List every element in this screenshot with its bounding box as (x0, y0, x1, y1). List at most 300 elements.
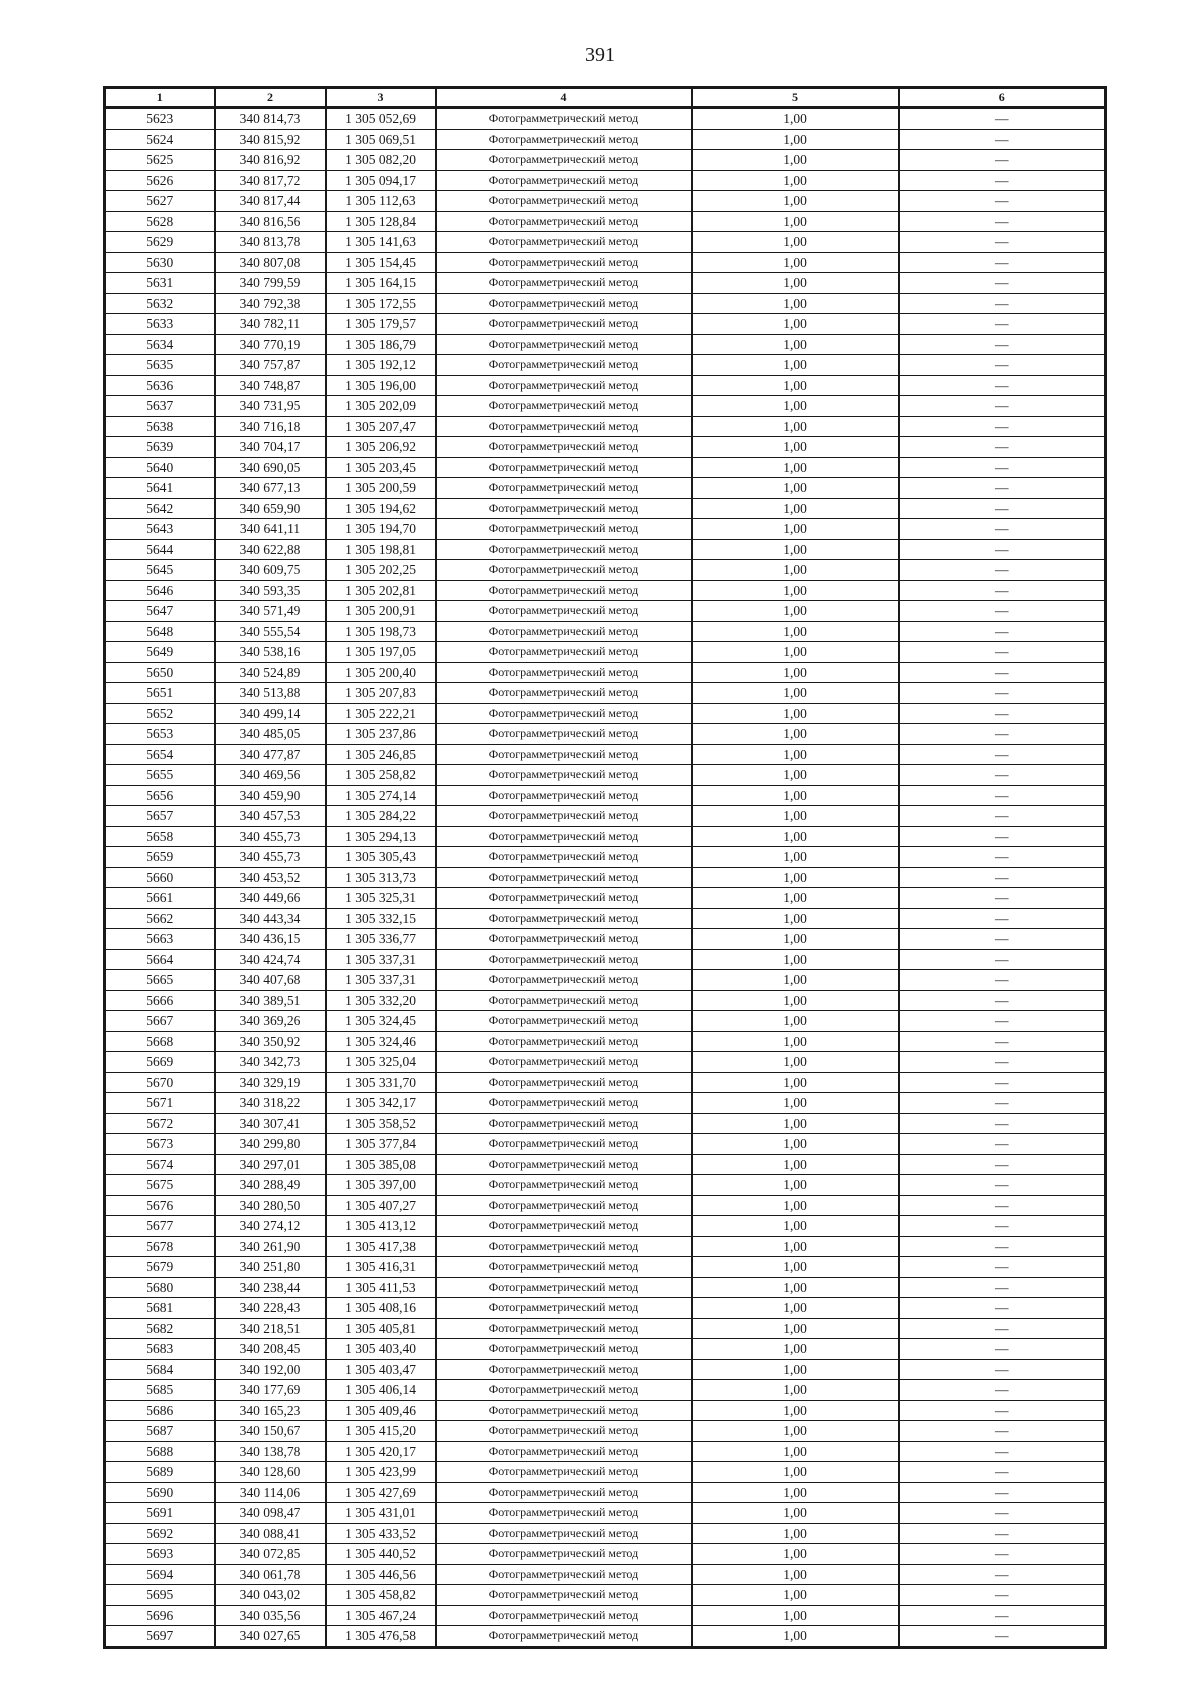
method-cell: Фотограмметрический метод (436, 1031, 692, 1052)
table-row (105, 1298, 1106, 1319)
description-cell: — (899, 806, 1106, 827)
accuracy-cell: 1,00 (692, 519, 899, 540)
point-number-cell: 5688 (105, 1441, 215, 1462)
x-coordinate-cell: 340 731,95 (215, 396, 326, 417)
point-number-cell: 5656 (105, 785, 215, 806)
accuracy-cell: 1,00 (692, 252, 899, 273)
point-number-cell: 5693 (105, 1544, 215, 1565)
method-cell: Фотограмметрический метод (436, 1093, 692, 1114)
column-header-2: 2 (215, 88, 326, 108)
accuracy-cell: 1,00 (692, 929, 899, 950)
description-cell: — (899, 539, 1106, 560)
x-coordinate-cell: 340 716,18 (215, 416, 326, 437)
x-coordinate-cell: 340 192,00 (215, 1359, 326, 1380)
accuracy-cell: 1,00 (692, 1441, 899, 1462)
method-cell: Фотограмметрический метод (436, 1257, 692, 1278)
description-cell: — (899, 150, 1106, 171)
x-coordinate-cell: 340 329,19 (215, 1072, 326, 1093)
table-row (105, 929, 1106, 950)
x-coordinate-cell: 340 499,14 (215, 703, 326, 724)
description-cell: — (899, 601, 1106, 622)
description-cell: — (899, 1462, 1106, 1483)
description-cell: — (899, 108, 1106, 130)
x-coordinate-cell: 340 261,90 (215, 1236, 326, 1257)
table-row (105, 1441, 1106, 1462)
description-cell: — (899, 888, 1106, 909)
table-row (105, 683, 1106, 704)
x-coordinate-cell: 340 297,01 (215, 1154, 326, 1175)
method-cell: Фотограмметрический метод (436, 642, 692, 663)
point-number-cell: 5666 (105, 990, 215, 1011)
method-cell: Фотограмметрический метод (436, 1482, 692, 1503)
accuracy-cell: 1,00 (692, 1052, 899, 1073)
method-cell: Фотограмметрический метод (436, 949, 692, 970)
x-coordinate-cell: 340 043,02 (215, 1585, 326, 1606)
table-row (105, 601, 1106, 622)
point-number-cell: 5651 (105, 683, 215, 704)
y-coordinate-cell: 1 305 202,81 (326, 580, 436, 601)
y-coordinate-cell: 1 305 179,57 (326, 314, 436, 335)
method-cell: Фотограмметрический метод (436, 785, 692, 806)
y-coordinate-cell: 1 305 203,45 (326, 457, 436, 478)
point-number-cell: 5652 (105, 703, 215, 724)
x-coordinate-cell: 340 369,26 (215, 1011, 326, 1032)
y-coordinate-cell: 1 305 207,47 (326, 416, 436, 437)
method-cell: Фотограмметрический метод (436, 416, 692, 437)
description-cell: — (899, 1585, 1106, 1606)
description-cell: — (899, 724, 1106, 745)
method-cell: Фотограмметрический метод (436, 990, 692, 1011)
method-cell: Фотограмметрический метод (436, 1585, 692, 1606)
point-number-cell: 5644 (105, 539, 215, 560)
x-coordinate-cell: 340 228,43 (215, 1298, 326, 1319)
y-coordinate-cell: 1 305 154,45 (326, 252, 436, 273)
y-coordinate-cell: 1 305 420,17 (326, 1441, 436, 1462)
y-coordinate-cell: 1 305 446,56 (326, 1564, 436, 1585)
point-number-cell: 5634 (105, 334, 215, 355)
table-row (105, 888, 1106, 909)
method-cell: Фотограмметрический метод (436, 1175, 692, 1196)
y-coordinate-cell: 1 305 409,46 (326, 1400, 436, 1421)
description-cell: — (899, 519, 1106, 540)
point-number-cell: 5642 (105, 498, 215, 519)
method-cell: Фотограмметрический метод (436, 1052, 692, 1073)
table-row (105, 806, 1106, 827)
point-number-cell: 5650 (105, 662, 215, 683)
accuracy-cell: 1,00 (692, 1216, 899, 1237)
y-coordinate-cell: 1 305 324,45 (326, 1011, 436, 1032)
point-number-cell: 5649 (105, 642, 215, 663)
method-cell: Фотограмметрический метод (436, 539, 692, 560)
description-cell: — (899, 1339, 1106, 1360)
y-coordinate-cell: 1 305 325,04 (326, 1052, 436, 1073)
accuracy-cell: 1,00 (692, 560, 899, 581)
point-number-cell: 5641 (105, 478, 215, 499)
y-coordinate-cell: 1 305 405,81 (326, 1318, 436, 1339)
accuracy-cell: 1,00 (692, 662, 899, 683)
point-number-cell: 5690 (105, 1482, 215, 1503)
description-cell: — (899, 683, 1106, 704)
description-cell: — (899, 334, 1106, 355)
accuracy-cell: 1,00 (692, 621, 899, 642)
y-coordinate-cell: 1 305 406,14 (326, 1380, 436, 1401)
method-cell: Фотограмметрический метод (436, 1298, 692, 1319)
y-coordinate-cell: 1 305 337,31 (326, 970, 436, 991)
column-header-4: 4 (436, 88, 692, 108)
accuracy-cell: 1,00 (692, 724, 899, 745)
table-row (105, 785, 1106, 806)
description-cell: — (899, 970, 1106, 991)
method-cell: Фотограмметрический метод (436, 396, 692, 417)
y-coordinate-cell: 1 305 237,86 (326, 724, 436, 745)
method-cell: Фотограмметрический метод (436, 826, 692, 847)
x-coordinate-cell: 340 389,51 (215, 990, 326, 1011)
y-coordinate-cell: 1 305 294,13 (326, 826, 436, 847)
table-row (105, 252, 1106, 273)
table-row (105, 1605, 1106, 1626)
table-row (105, 498, 1106, 519)
y-coordinate-cell: 1 305 200,91 (326, 601, 436, 622)
point-number-cell: 5683 (105, 1339, 215, 1360)
table-row (105, 1154, 1106, 1175)
x-coordinate-cell: 340 251,80 (215, 1257, 326, 1278)
method-cell: Фотограмметрический метод (436, 1441, 692, 1462)
table-row (105, 211, 1106, 232)
y-coordinate-cell: 1 305 200,40 (326, 662, 436, 683)
table-row (105, 1400, 1106, 1421)
point-number-cell: 5669 (105, 1052, 215, 1073)
y-coordinate-cell: 1 305 202,09 (326, 396, 436, 417)
method-cell: Фотограмметрический метод (436, 314, 692, 335)
table-body (105, 108, 1106, 1648)
table-row (105, 1134, 1106, 1155)
x-coordinate-cell: 340 318,22 (215, 1093, 326, 1114)
description-cell: — (899, 1564, 1106, 1585)
y-coordinate-cell: 1 305 246,85 (326, 744, 436, 765)
accuracy-cell: 1,00 (692, 642, 899, 663)
method-cell: Фотограмметрический метод (436, 1462, 692, 1483)
description-cell: — (899, 621, 1106, 642)
y-coordinate-cell: 1 305 403,47 (326, 1359, 436, 1380)
x-coordinate-cell: 340 138,78 (215, 1441, 326, 1462)
method-cell: Фотограмметрический метод (436, 847, 692, 868)
accuracy-cell: 1,00 (692, 949, 899, 970)
y-coordinate-cell: 1 305 200,59 (326, 478, 436, 499)
table-row (105, 191, 1106, 212)
description-cell: — (899, 867, 1106, 888)
x-coordinate-cell: 340 799,59 (215, 273, 326, 294)
accuracy-cell: 1,00 (692, 498, 899, 519)
description-cell: — (899, 908, 1106, 929)
y-coordinate-cell: 1 305 403,40 (326, 1339, 436, 1360)
table-row (105, 1277, 1106, 1298)
x-coordinate-cell: 340 817,44 (215, 191, 326, 212)
description-cell: — (899, 478, 1106, 499)
method-cell: Фотограмметрический метод (436, 519, 692, 540)
x-coordinate-cell: 340 469,56 (215, 765, 326, 786)
y-coordinate-cell: 1 305 324,46 (326, 1031, 436, 1052)
table-row (105, 1462, 1106, 1483)
accuracy-cell: 1,00 (692, 1462, 899, 1483)
description-cell: — (899, 765, 1106, 786)
point-number-cell: 5625 (105, 150, 215, 171)
description-cell: — (899, 1277, 1106, 1298)
y-coordinate-cell: 1 305 082,20 (326, 150, 436, 171)
accuracy-cell: 1,00 (692, 806, 899, 827)
method-cell: Фотограмметрический метод (436, 929, 692, 950)
point-number-cell: 5675 (105, 1175, 215, 1196)
description-cell: — (899, 252, 1106, 273)
description-cell: — (899, 375, 1106, 396)
point-number-cell: 5646 (105, 580, 215, 601)
table-row (105, 949, 1106, 970)
description-cell: — (899, 1421, 1106, 1442)
method-cell: Фотограмметрический метод (436, 273, 692, 294)
table-row (105, 437, 1106, 458)
point-number-cell: 5662 (105, 908, 215, 929)
description-cell: — (899, 191, 1106, 212)
method-cell: Фотограмметрический метод (436, 334, 692, 355)
x-coordinate-cell: 340 524,89 (215, 662, 326, 683)
accuracy-cell: 1,00 (692, 1011, 899, 1032)
x-coordinate-cell: 340 748,87 (215, 375, 326, 396)
coordinates-table (103, 86, 1107, 1649)
accuracy-cell: 1,00 (692, 908, 899, 929)
point-number-cell: 5645 (105, 560, 215, 581)
y-coordinate-cell: 1 305 377,84 (326, 1134, 436, 1155)
description-cell: — (899, 1482, 1106, 1503)
description-cell: — (899, 580, 1106, 601)
description-cell: — (899, 416, 1106, 437)
method-cell: Фотограмметрический метод (436, 683, 692, 704)
method-cell: Фотограмметрический метод (436, 888, 692, 909)
table-row (105, 1564, 1106, 1585)
point-number-cell: 5623 (105, 108, 215, 130)
point-number-cell: 5697 (105, 1626, 215, 1648)
accuracy-cell: 1,00 (692, 314, 899, 335)
x-coordinate-cell: 340 350,92 (215, 1031, 326, 1052)
accuracy-cell: 1,00 (692, 847, 899, 868)
point-number-cell: 5691 (105, 1503, 215, 1524)
method-cell: Фотограмметрический метод (436, 970, 692, 991)
method-cell: Фотограмметрический метод (436, 150, 692, 171)
x-coordinate-cell: 340 088,41 (215, 1523, 326, 1544)
accuracy-cell: 1,00 (692, 1421, 899, 1442)
description-cell: — (899, 1503, 1106, 1524)
y-coordinate-cell: 1 305 112,63 (326, 191, 436, 212)
y-coordinate-cell: 1 305 385,08 (326, 1154, 436, 1175)
accuracy-cell: 1,00 (692, 785, 899, 806)
table-row (105, 129, 1106, 150)
x-coordinate-cell: 340 208,45 (215, 1339, 326, 1360)
y-coordinate-cell: 1 305 331,70 (326, 1072, 436, 1093)
table-row (105, 1523, 1106, 1544)
point-number-cell: 5687 (105, 1421, 215, 1442)
point-number-cell: 5635 (105, 355, 215, 376)
method-cell: Фотограмметрический метод (436, 1195, 692, 1216)
method-cell: Фотограмметрический метод (436, 355, 692, 376)
table-row (105, 847, 1106, 868)
accuracy-cell: 1,00 (692, 1093, 899, 1114)
accuracy-cell: 1,00 (692, 1544, 899, 1565)
description-cell: — (899, 1441, 1106, 1462)
accuracy-cell: 1,00 (692, 1564, 899, 1585)
x-coordinate-cell: 340 641,11 (215, 519, 326, 540)
x-coordinate-cell: 340 449,66 (215, 888, 326, 909)
accuracy-cell: 1,00 (692, 765, 899, 786)
method-cell: Фотограмметрический метод (436, 1011, 692, 1032)
table-row (105, 662, 1106, 683)
table-row (105, 1318, 1106, 1339)
table-row (105, 1380, 1106, 1401)
method-cell: Фотограмметрический метод (436, 1380, 692, 1401)
point-number-cell: 5631 (105, 273, 215, 294)
table-row (105, 519, 1106, 540)
accuracy-cell: 1,00 (692, 539, 899, 560)
description-cell: — (899, 1052, 1106, 1073)
point-number-cell: 5632 (105, 293, 215, 314)
table-row (105, 355, 1106, 376)
accuracy-cell: 1,00 (692, 601, 899, 622)
method-cell: Фотограмметрический метод (436, 437, 692, 458)
point-number-cell: 5686 (105, 1400, 215, 1421)
method-cell: Фотограмметрический метод (436, 498, 692, 519)
method-cell: Фотограмметрический метод (436, 211, 692, 232)
x-coordinate-cell: 340 677,13 (215, 478, 326, 499)
table-row (105, 150, 1106, 171)
table-row (105, 908, 1106, 929)
y-coordinate-cell: 1 305 172,55 (326, 293, 436, 314)
x-coordinate-cell: 340 165,23 (215, 1400, 326, 1421)
accuracy-cell: 1,00 (692, 273, 899, 294)
page-number: 391 (585, 44, 615, 66)
description-cell: — (899, 1626, 1106, 1648)
method-cell: Фотограмметрический метод (436, 806, 692, 827)
x-coordinate-cell: 340 307,41 (215, 1113, 326, 1134)
point-number-cell: 5673 (105, 1134, 215, 1155)
description-cell: — (899, 293, 1106, 314)
x-coordinate-cell: 340 659,90 (215, 498, 326, 519)
x-coordinate-cell: 340 238,44 (215, 1277, 326, 1298)
y-coordinate-cell: 1 305 094,17 (326, 170, 436, 191)
accuracy-cell: 1,00 (692, 437, 899, 458)
x-coordinate-cell: 340 114,06 (215, 1482, 326, 1503)
y-coordinate-cell: 1 305 198,81 (326, 539, 436, 560)
description-cell: — (899, 1093, 1106, 1114)
description-cell: — (899, 785, 1106, 806)
x-coordinate-cell: 340 274,12 (215, 1216, 326, 1237)
method-cell: Фотограмметрический метод (436, 170, 692, 191)
description-cell: — (899, 826, 1106, 847)
point-number-cell: 5648 (105, 621, 215, 642)
description-cell: — (899, 1523, 1106, 1544)
method-cell: Фотограмметрический метод (436, 1154, 692, 1175)
x-coordinate-cell: 340 280,50 (215, 1195, 326, 1216)
method-cell: Фотограмметрический метод (436, 1134, 692, 1155)
y-coordinate-cell: 1 305 197,05 (326, 642, 436, 663)
x-coordinate-cell: 340 690,05 (215, 457, 326, 478)
method-cell: Фотограмметрический метод (436, 1626, 692, 1648)
y-coordinate-cell: 1 305 313,73 (326, 867, 436, 888)
accuracy-cell: 1,00 (692, 826, 899, 847)
x-coordinate-cell: 340 150,67 (215, 1421, 326, 1442)
x-coordinate-cell: 340 815,92 (215, 129, 326, 150)
y-coordinate-cell: 1 305 186,79 (326, 334, 436, 355)
y-coordinate-cell: 1 305 128,84 (326, 211, 436, 232)
table-row (105, 1093, 1106, 1114)
point-number-cell: 5657 (105, 806, 215, 827)
accuracy-cell: 1,00 (692, 232, 899, 253)
description-cell: — (899, 129, 1106, 150)
accuracy-cell: 1,00 (692, 1503, 899, 1524)
accuracy-cell: 1,00 (692, 334, 899, 355)
accuracy-cell: 1,00 (692, 970, 899, 991)
point-number-cell: 5633 (105, 314, 215, 335)
point-number-cell: 5682 (105, 1318, 215, 1339)
point-number-cell: 5640 (105, 457, 215, 478)
accuracy-cell: 1,00 (692, 703, 899, 724)
method-cell: Фотограмметрический метод (436, 1277, 692, 1298)
accuracy-cell: 1,00 (692, 1195, 899, 1216)
method-cell: Фотограмметрический метод (436, 1400, 692, 1421)
accuracy-cell: 1,00 (692, 1277, 899, 1298)
y-coordinate-cell: 1 305 202,25 (326, 560, 436, 581)
description-cell: — (899, 437, 1106, 458)
accuracy-cell: 1,00 (692, 1523, 899, 1544)
accuracy-cell: 1,00 (692, 744, 899, 765)
accuracy-cell: 1,00 (692, 1257, 899, 1278)
point-number-cell: 5672 (105, 1113, 215, 1134)
x-coordinate-cell: 340 035,56 (215, 1605, 326, 1626)
x-coordinate-cell: 340 807,08 (215, 252, 326, 273)
table-row (105, 1216, 1106, 1237)
accuracy-cell: 1,00 (692, 416, 899, 437)
x-coordinate-cell: 340 455,73 (215, 826, 326, 847)
point-number-cell: 5664 (105, 949, 215, 970)
table-row (105, 1626, 1106, 1648)
point-number-cell: 5639 (105, 437, 215, 458)
x-coordinate-cell: 340 072,85 (215, 1544, 326, 1565)
x-coordinate-cell: 340 453,52 (215, 867, 326, 888)
y-coordinate-cell: 1 305 305,43 (326, 847, 436, 868)
x-coordinate-cell: 340 513,88 (215, 683, 326, 704)
method-cell: Фотограмметрический метод (436, 867, 692, 888)
table-row (105, 990, 1106, 1011)
description-cell: — (899, 1298, 1106, 1319)
accuracy-cell: 1,00 (692, 1585, 899, 1606)
x-coordinate-cell: 340 218,51 (215, 1318, 326, 1339)
accuracy-cell: 1,00 (692, 478, 899, 499)
point-number-cell: 5692 (105, 1523, 215, 1544)
description-cell: — (899, 949, 1106, 970)
point-number-cell: 5663 (105, 929, 215, 950)
x-coordinate-cell: 340 757,87 (215, 355, 326, 376)
table-row (105, 826, 1106, 847)
accuracy-cell: 1,00 (692, 1482, 899, 1503)
point-number-cell: 5694 (105, 1564, 215, 1585)
accuracy-cell: 1,00 (692, 150, 899, 171)
point-number-cell: 5674 (105, 1154, 215, 1175)
y-coordinate-cell: 1 305 332,15 (326, 908, 436, 929)
point-number-cell: 5679 (105, 1257, 215, 1278)
accuracy-cell: 1,00 (692, 1134, 899, 1155)
description-cell: — (899, 703, 1106, 724)
accuracy-cell: 1,00 (692, 211, 899, 232)
x-coordinate-cell: 340 792,38 (215, 293, 326, 314)
point-number-cell: 5658 (105, 826, 215, 847)
point-number-cell: 5660 (105, 867, 215, 888)
y-coordinate-cell: 1 305 467,24 (326, 1605, 436, 1626)
